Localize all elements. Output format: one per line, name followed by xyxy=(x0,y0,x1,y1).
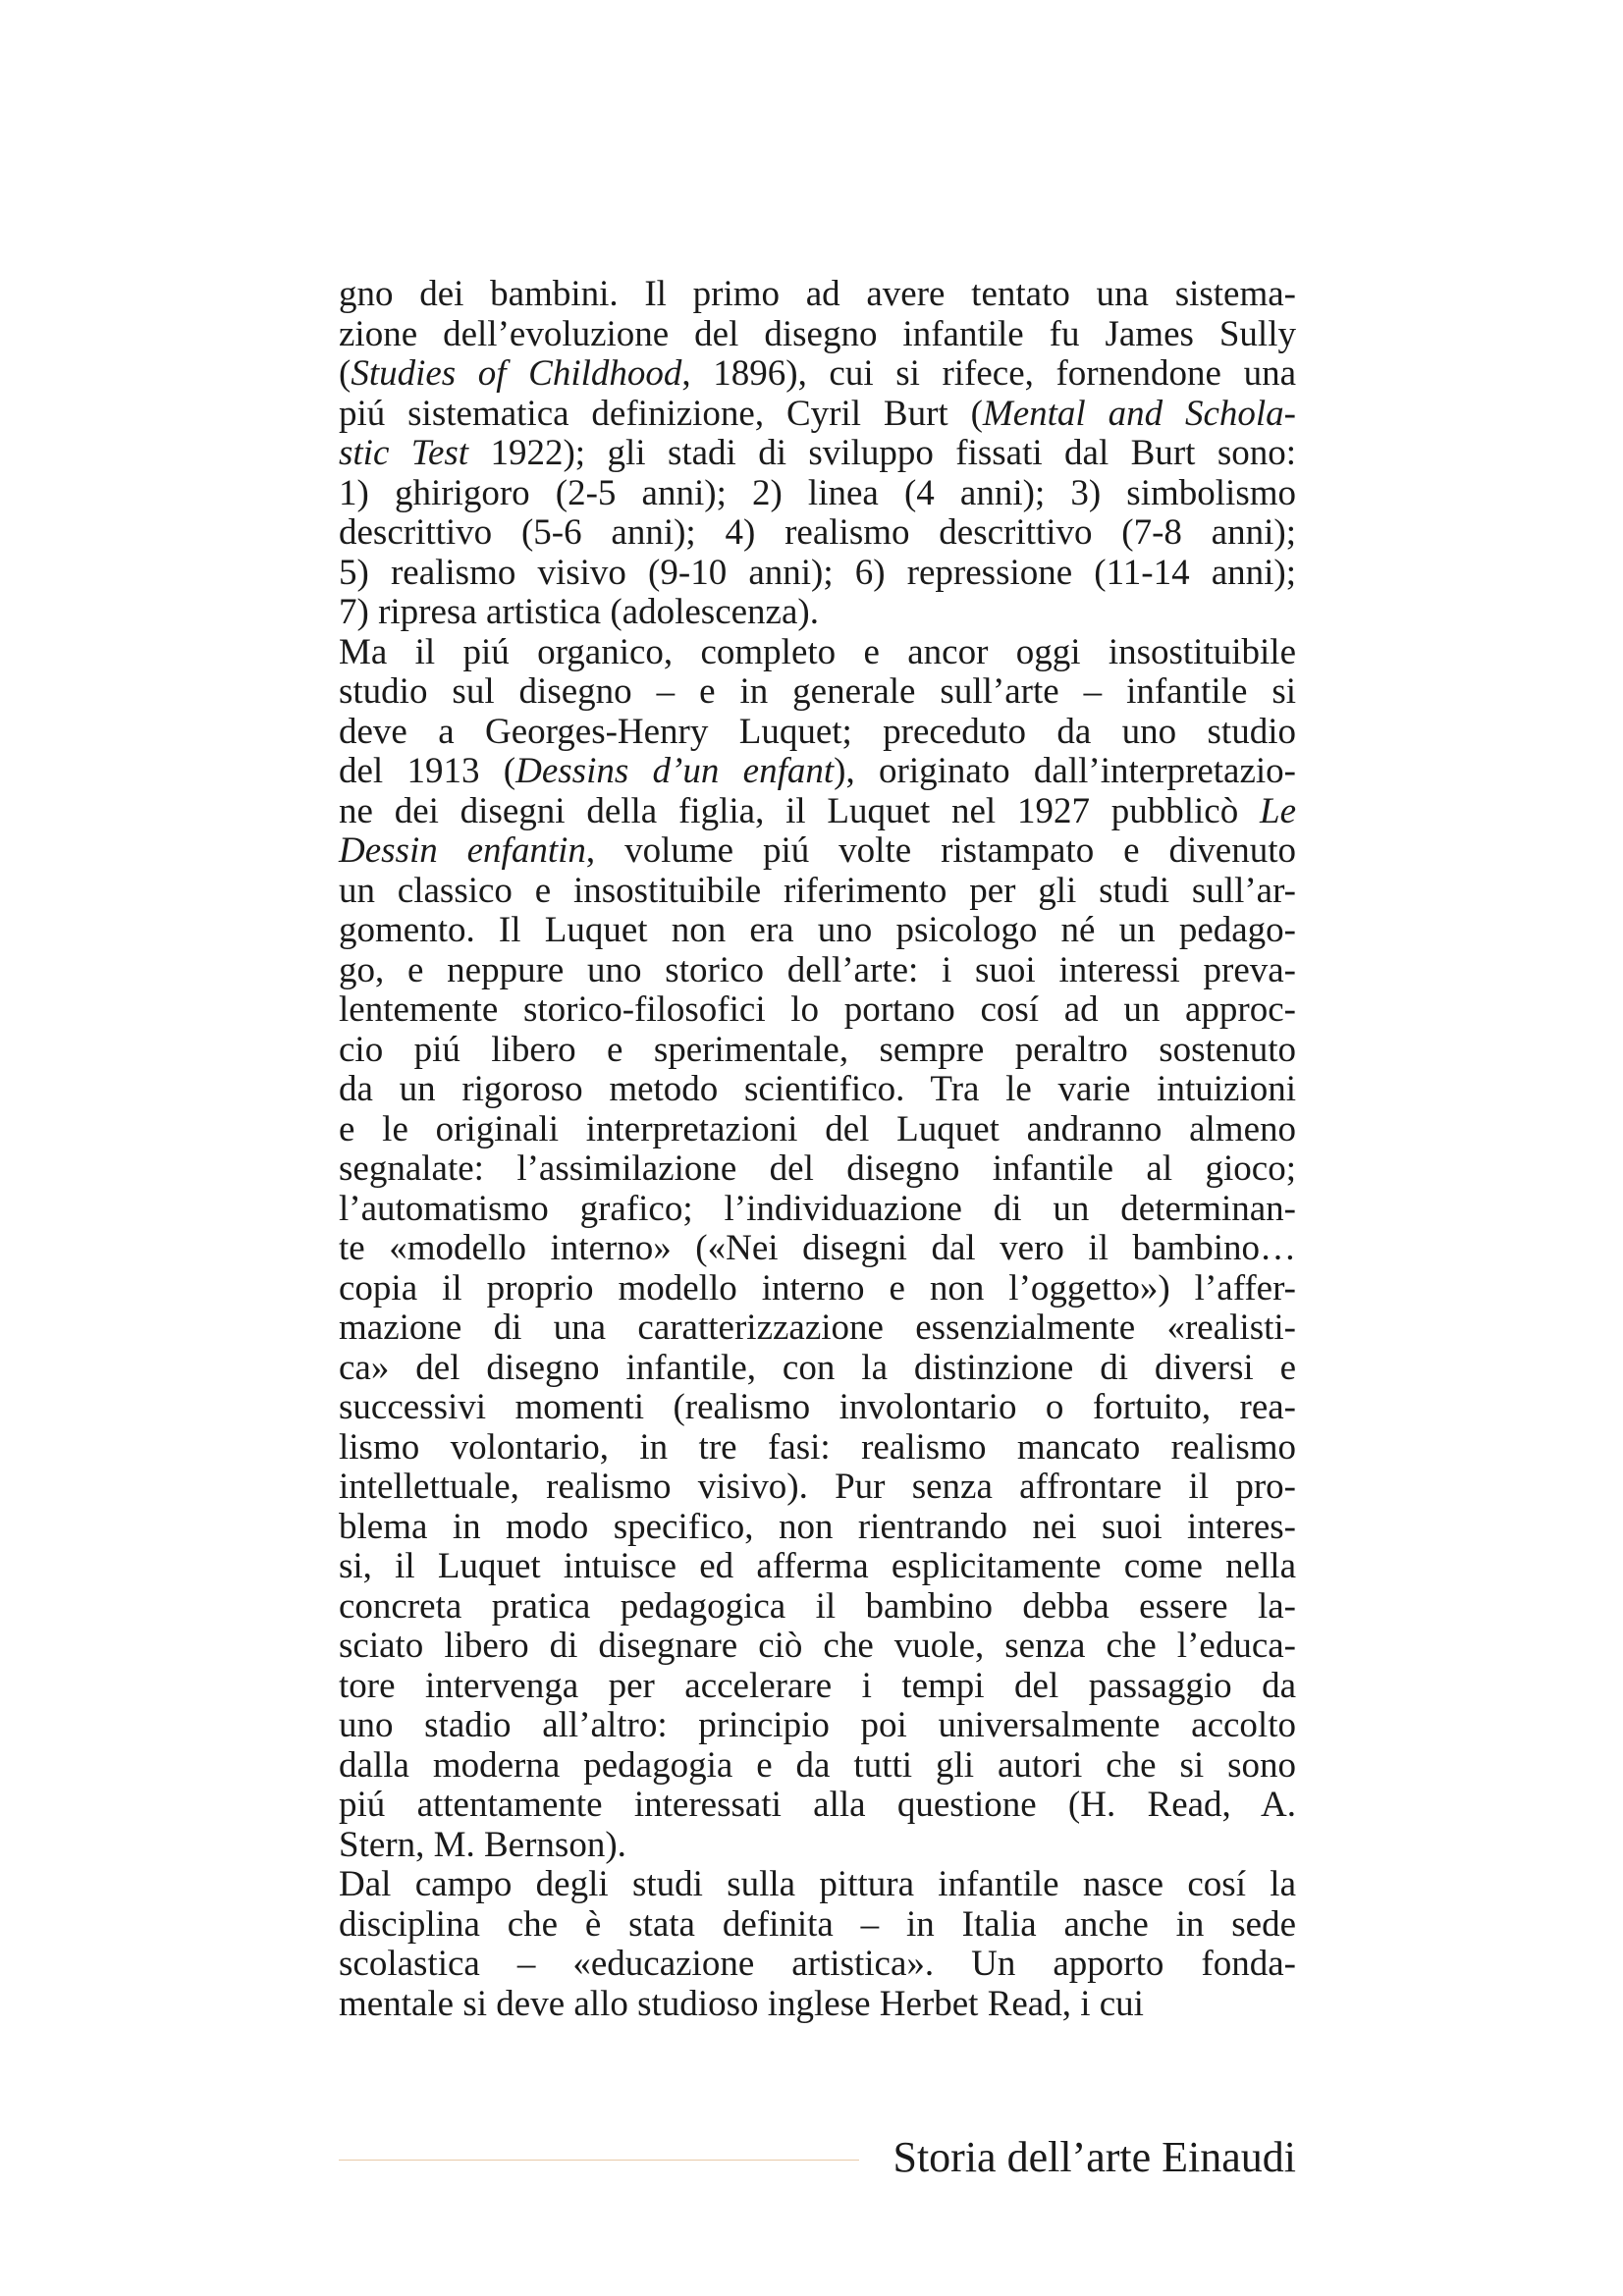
text-line xyxy=(339,1388,1296,1428)
text-segment: scolastica – «educazione artistica». Un apporto fonda- xyxy=(339,1944,1296,1984)
text-line xyxy=(339,1149,1296,1190)
text-segment: Stern, M. Bernson). xyxy=(339,1824,626,1865)
text-line xyxy=(339,1587,1296,1628)
text-line xyxy=(339,831,1296,872)
text-segment: zione dell’evoluzione del disegno infantile fu James Sully xyxy=(339,313,1296,354)
text-line xyxy=(339,1945,1296,1985)
text-segment: ca» del disegno infantile, con la distinzione di diversi e xyxy=(339,1347,1296,1388)
text-line xyxy=(339,951,1296,991)
text-segment: intellettuale, realismo visivo). Pur senza affrontare il pro- xyxy=(339,1467,1296,1507)
text-line xyxy=(339,593,1296,633)
text-segment: go, e neppure uno storico dell’arte: i suoi interessi preva- xyxy=(339,949,1296,990)
text-segment: ), originato dall’interpretazio- xyxy=(834,751,1296,791)
text-line xyxy=(339,792,1296,832)
paragraph xyxy=(339,633,1296,1866)
text-segment: gno dei bambini. Il primo ad avere tentato una sistema- xyxy=(339,274,1296,314)
text-line xyxy=(339,1746,1296,1787)
text-segment: successivi momenti (realismo involontario o fortuito, rea- xyxy=(339,1387,1296,1427)
text-segment: uno stadio all’altro: principio poi universalmente accolto xyxy=(339,1705,1296,1745)
text-line xyxy=(339,1706,1296,1746)
text-segment: del 1913 ( xyxy=(339,751,516,791)
text-line xyxy=(339,1508,1296,1548)
paragraph xyxy=(339,275,1296,633)
text-line xyxy=(339,1031,1296,1071)
body-text xyxy=(339,275,1296,2024)
text-segment: lentemente storico-filosofici lo portano cosí ad un approc- xyxy=(339,989,1296,1030)
text-line xyxy=(339,911,1296,951)
text-segment: mazione di una caratterizzazione essenzialmente «realisti- xyxy=(339,1308,1296,1348)
text-segment: disciplina che è stata definita – in Italia anche in sede xyxy=(339,1903,1296,1945)
text-segment: concreta pratica pedagogica il bambino debba essere la- xyxy=(339,1585,1296,1627)
italic-title: Studies of Childhood xyxy=(351,353,682,394)
text-line xyxy=(339,315,1296,355)
text-segment: sciato libero di disegnare ciò che vuole, senza che l’educa- xyxy=(339,1626,1296,1666)
text-segment: l’automatismo grafico; l’individuazione di un determinan- xyxy=(339,1188,1296,1229)
text-segment: piú sistematica definizione, Cyril Burt ( xyxy=(339,393,983,434)
text-segment: si, il Luquet intuisce ed afferma esplicitamente come nella xyxy=(339,1546,1296,1586)
text-line xyxy=(339,1786,1296,1826)
text-segment: ( xyxy=(339,353,352,394)
text-line xyxy=(339,1229,1296,1269)
text-line xyxy=(339,474,1296,514)
text-line xyxy=(339,1667,1296,1707)
text-segment: Ma il piú organico, completo e ancor oggi insostituibile xyxy=(339,631,1296,672)
text-segment: dalla moderna pedagogia e da tutti gli autori che si sono xyxy=(339,1744,1296,1786)
text-line xyxy=(339,872,1296,912)
text-line xyxy=(339,1627,1296,1667)
text-segment: Dal campo degli studi sulla pittura infantile nasce cosí la xyxy=(339,1864,1296,1904)
text-segment: un classico e insostituibile riferimento per gli studi sull’ar- xyxy=(339,870,1296,911)
text-segment: da un rigoroso metodo scientifico. Tra le varie intuizioni xyxy=(339,1069,1296,1109)
text-line xyxy=(339,1985,1296,2025)
text-line xyxy=(339,1865,1296,1905)
text-segment: mentale si deve allo studioso inglese Herbet Read, i cui xyxy=(339,1983,1144,2024)
text-line xyxy=(339,354,1296,395)
text-line xyxy=(339,672,1296,713)
italic-title: Le xyxy=(1260,790,1296,831)
text-segment: , volume piú volte ristampato e divenuto xyxy=(585,830,1296,871)
text-segment: 1922); gli stadi di sviluppo fissati dal Burt sono: xyxy=(468,433,1296,473)
italic-title: Dessin enfantin xyxy=(339,830,586,871)
text-line xyxy=(339,395,1296,435)
text-segment: descrittivo (5-6 anni); 4) realismo descrittivo (7-8 anni); xyxy=(339,512,1296,553)
text-line xyxy=(339,633,1296,673)
text-line xyxy=(339,1308,1296,1349)
text-line xyxy=(339,1826,1296,1866)
text-line xyxy=(339,713,1296,753)
text-segment: blema in modo specifico, non rientrando nei suoi interes- xyxy=(339,1506,1296,1547)
text-segment: lismo volontario, in tre fasi: realismo mancato realismo xyxy=(339,1426,1296,1468)
text-line xyxy=(339,1070,1296,1110)
footer-title: Storia dell’arte Einaudi xyxy=(893,2133,1296,2181)
text-segment: , 1896), cui si rifece, fornendone una xyxy=(681,353,1296,394)
paragraph xyxy=(339,1865,1296,2024)
footer-rule xyxy=(339,2160,859,2161)
text-line xyxy=(339,1905,1296,1946)
text-segment: copia il proprio modello interno e non l’oggetto») l’affer- xyxy=(339,1267,1296,1308)
text-segment: piú attentamente interessati alla questione (H. Read, A. xyxy=(339,1785,1296,1825)
text-line xyxy=(339,1269,1296,1309)
text-line xyxy=(339,554,1296,594)
text-segment: 7) ripresa artistica (adolescenza). xyxy=(339,592,819,632)
text-line xyxy=(339,1190,1296,1230)
text-segment: gomento. Il Luquet non era uno psicologo né un pedago- xyxy=(339,910,1296,950)
text-line xyxy=(339,434,1296,474)
text-segment: tore intervenga per accelerare i tempi del passaggio da xyxy=(339,1665,1296,1706)
italic-title: Dessins d’un enfant xyxy=(515,751,835,791)
italic-title: stic Test xyxy=(339,433,469,473)
text-line xyxy=(339,275,1296,315)
text-line xyxy=(339,1428,1296,1468)
text-line xyxy=(339,990,1296,1031)
text-segment: deve a Georges-Henry Luquet; preceduto da uno studio xyxy=(339,711,1296,752)
text-segment: e le originali interpretazioni del Luquet andranno almeno xyxy=(339,1108,1296,1149)
text-segment: 5) realismo visivo (9-10 anni); 6) repressione (11-14 anni); xyxy=(339,552,1296,593)
text-segment: segnalate: l’assimilazione del disegno infantile al gioco; xyxy=(339,1148,1296,1189)
text-line xyxy=(339,1468,1296,1508)
text-line xyxy=(339,1110,1296,1150)
text-segment: cio piú libero e sperimentale, sempre peraltro sostenuto xyxy=(339,1029,1296,1070)
text-segment: te «modello interno» («Nei disegni dal vero il bambino… xyxy=(339,1228,1296,1268)
text-line xyxy=(339,1547,1296,1587)
text-segment: ne dei disegni della figlia, il Luquet nel 1927 pubblicò xyxy=(339,790,1260,831)
italic-title: Mental and Schola- xyxy=(982,393,1296,434)
text-line xyxy=(339,1349,1296,1389)
text-segment: 1) ghirigoro (2-5 anni); 2) linea (4 anni); 3) simbolismo xyxy=(339,472,1296,513)
text-line xyxy=(339,752,1296,792)
text-segment: studio sul disegno – e in generale sull’arte – infantile si xyxy=(339,671,1296,712)
text-line xyxy=(339,513,1296,554)
